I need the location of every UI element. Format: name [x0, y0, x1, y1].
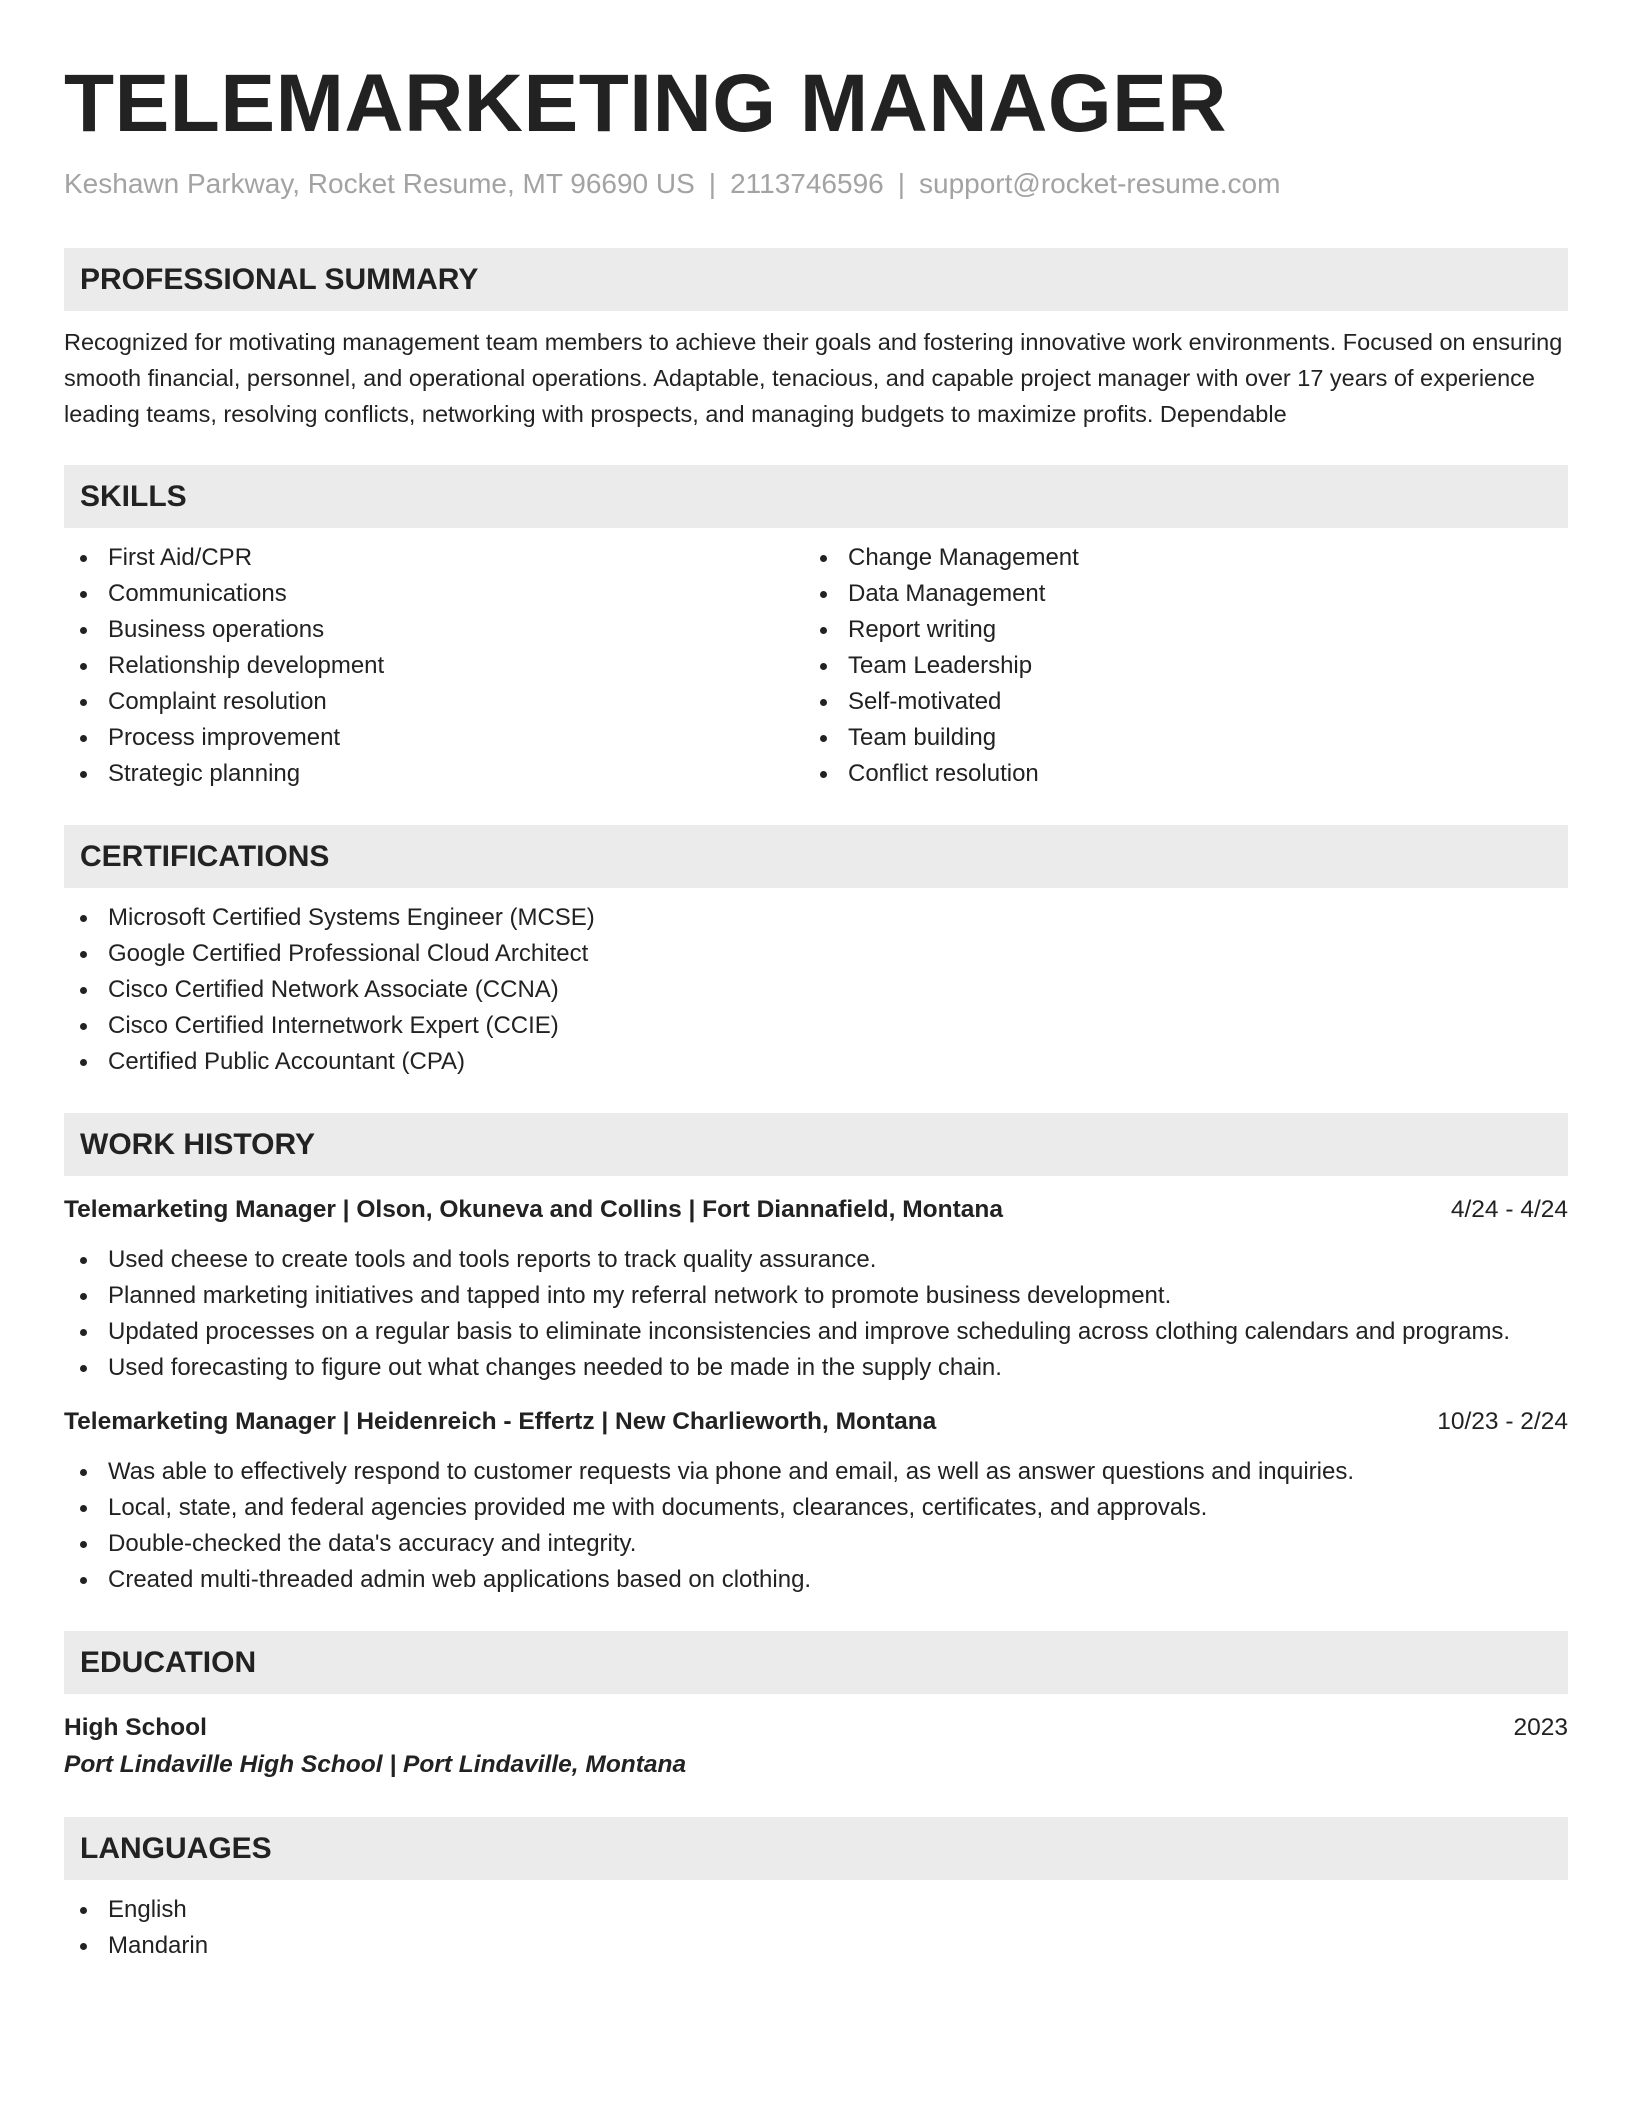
education-header — [64, 1710, 1568, 1746]
education-year: 2023 — [1513, 1714, 1568, 1741]
contact-address: Keshawn Parkway, Rocket Resume, MT 96690 US — [64, 168, 695, 199]
job-bullet: Local, state, and federal agencies provided me with documents, clearances, certificates, and approvals. — [64, 1490, 1568, 1526]
language-item: English — [64, 1892, 1568, 1928]
skills-list-right — [804, 540, 1544, 792]
section-header-skills: SKILLS — [64, 465, 1568, 528]
contact-email: support@rocket-resume.com — [919, 168, 1281, 199]
job-title: Telemarketing Manager | Olson, Okuneva and Collins | Fort Diannafield, Montana — [64, 1196, 1003, 1223]
languages-list — [64, 1892, 1568, 1964]
job-title: Telemarketing Manager | Heidenreich - Effertz | New Charlieworth, Montana — [64, 1408, 937, 1435]
skill-item: Strategic planning — [64, 756, 804, 792]
certification-item: Cisco Certified Internetwork Expert (CCIE) — [64, 1008, 1568, 1044]
skill-item: Business operations — [64, 612, 804, 648]
section-header-education: EDUCATION — [64, 1631, 1568, 1694]
job-bullet: Planned marketing initiatives and tapped into my referral network to promote business development. — [64, 1278, 1568, 1314]
skill-item: Report writing — [804, 612, 1544, 648]
job-entry — [64, 1192, 1568, 1386]
certification-item: Certified Public Accountant (CPA) — [64, 1044, 1568, 1080]
job-entry — [64, 1404, 1568, 1598]
skill-item: Process improvement — [64, 720, 804, 756]
certification-item: Microsoft Certified Systems Engineer (MCSE) — [64, 900, 1568, 936]
summary-text: Recognized for motivating management team members to achieve their goals and fostering innovative work environments. Focused on ensuring smooth financial, personnel, and operational operations. Adaptable, tenacious, and capable project manager with over 17 years of experience leading teams, resolving conflicts, networking with prospects, and managing budgets to maximize profits. Dependable — [64, 329, 1563, 427]
skill-item: Data Management — [804, 576, 1544, 612]
skill-item: Change Management — [804, 540, 1544, 576]
section-header-summary: PROFESSIONAL SUMMARY — [64, 248, 1568, 311]
job-bullet: Used forecasting to figure out what changes needed to be made in the supply chain. — [64, 1350, 1568, 1386]
contact-phone: 2113746596 — [730, 168, 884, 199]
job-dates: 10/23 - 2/24 — [1437, 1408, 1568, 1435]
job-bullet: Used cheese to create tools and tools reports to track quality assurance. — [64, 1242, 1568, 1278]
education-school: Port Lindaville High School | Port Lindaville, Montana — [64, 1751, 687, 1778]
job-bullets — [64, 1454, 1568, 1598]
contact-separator: | — [897, 168, 906, 199]
language-item: Mandarin — [64, 1928, 1568, 1964]
skill-item: Self-motivated — [804, 684, 1544, 720]
section-header-work-history: WORK HISTORY — [64, 1113, 1568, 1176]
job-header — [64, 1192, 1568, 1228]
job-bullets — [64, 1242, 1568, 1386]
section-header-languages: LANGUAGES — [64, 1817, 1568, 1880]
skills-list-left — [64, 540, 804, 792]
contact-line — [64, 166, 1568, 202]
skill-item: Conflict resolution — [804, 756, 1544, 792]
certification-item: Google Certified Professional Cloud Architect — [64, 936, 1568, 972]
job-bullet: Updated processes on a regular basis to eliminate inconsistencies and improve scheduling across clothing calendars and programs. — [64, 1314, 1568, 1350]
job-dates: 4/24 - 4/24 — [1450, 1196, 1568, 1223]
skills-grid — [64, 540, 1568, 792]
skill-item: Communications — [64, 576, 804, 612]
job-bullet: Created multi-threaded admin web applications based on clothing. — [64, 1562, 1568, 1598]
job-header — [64, 1404, 1568, 1440]
section-header-certifications: CERTIFICATIONS — [64, 825, 1568, 888]
certifications-list — [64, 900, 1568, 1080]
job-bullet: Was able to effectively respond to customer requests via phone and email, as well as answer questions and inquiries. — [64, 1454, 1568, 1490]
job-bullet: Double-checked the data's accuracy and integrity. — [64, 1526, 1568, 1562]
skill-item: Relationship development — [64, 648, 804, 684]
resume-title: TELEMARKETING MANAGER — [64, 58, 1228, 149]
education-degree: High School — [64, 1714, 207, 1741]
contact-separator: | — [708, 168, 717, 199]
certification-item: Cisco Certified Network Associate (CCNA) — [64, 972, 1568, 1008]
skill-item: Team Leadership — [804, 648, 1544, 684]
skill-item: Team building — [804, 720, 1544, 756]
skill-item: First Aid/CPR — [64, 540, 804, 576]
skill-item: Complaint resolution — [64, 684, 804, 720]
